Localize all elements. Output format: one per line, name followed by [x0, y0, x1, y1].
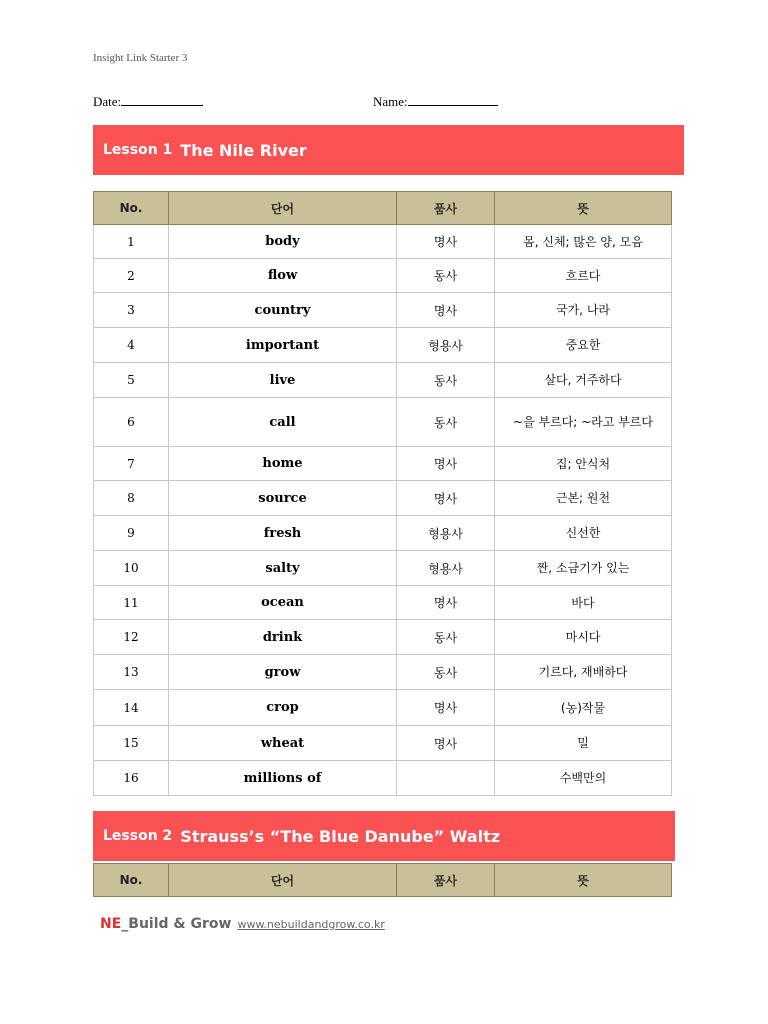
row-word: country	[169, 293, 397, 328]
row-pos: 동사	[397, 259, 495, 293]
row-number: 6	[94, 398, 169, 447]
table-row	[94, 447, 672, 481]
ne-build-grow-logo: NE_Build & Grow	[100, 916, 232, 932]
row-word: fresh	[169, 516, 397, 551]
row-number: 8	[94, 481, 169, 516]
row-meaning: 마시다	[495, 620, 672, 655]
row-meaning: (농)작물	[495, 690, 672, 726]
name-label: Name:	[373, 94, 408, 109]
row-word: grow	[169, 655, 397, 690]
row-word: millions of	[169, 761, 397, 796]
date-label: Date:	[93, 94, 122, 109]
table-row	[94, 293, 672, 328]
row-word: live	[169, 363, 397, 398]
row-pos: 동사	[397, 363, 495, 398]
name-field	[373, 93, 498, 110]
lesson2-banner	[93, 811, 675, 861]
table-row	[94, 259, 672, 293]
table-header-row	[94, 864, 672, 897]
row-pos: 동사	[397, 398, 495, 447]
header-no: No.	[94, 864, 169, 897]
table-row	[94, 398, 672, 447]
header-word: 단어	[169, 192, 397, 225]
row-pos: 명사	[397, 726, 495, 761]
row-meaning: ~을 부르다; ~라고 부르다	[495, 398, 672, 447]
lesson1-title: The Nile River	[180, 140, 307, 160]
row-word: body	[169, 225, 397, 259]
table-row	[94, 481, 672, 516]
row-number: 16	[94, 761, 169, 796]
row-pos: 명사	[397, 447, 495, 481]
row-word: drink	[169, 620, 397, 655]
row-number: 13	[94, 655, 169, 690]
table-row	[94, 726, 672, 761]
row-number: 4	[94, 328, 169, 363]
row-word: home	[169, 447, 397, 481]
name-blank-line	[408, 93, 498, 106]
table-row	[94, 586, 672, 620]
row-number: 5	[94, 363, 169, 398]
row-number: 11	[94, 586, 169, 620]
header-pos: 품사	[397, 864, 495, 897]
row-meaning: 집; 안식처	[495, 447, 672, 481]
table-header-row	[94, 192, 672, 225]
vocab-table-lesson1	[93, 191, 672, 796]
table-row	[94, 328, 672, 363]
row-pos: 명사	[397, 481, 495, 516]
row-meaning: 짠, 소금기가 있는	[495, 551, 672, 586]
row-word: ocean	[169, 586, 397, 620]
row-word: crop	[169, 690, 397, 726]
table-row	[94, 551, 672, 586]
header-pos: 품사	[397, 192, 495, 225]
date-blank-line	[121, 93, 203, 106]
row-meaning: 근본; 원천	[495, 481, 672, 516]
row-meaning: 기르다, 재배하다	[495, 655, 672, 690]
table-row	[94, 620, 672, 655]
row-meaning: 수백만의	[495, 761, 672, 796]
row-number: 14	[94, 690, 169, 726]
header-meaning: 뜻	[495, 864, 672, 897]
row-word: wheat	[169, 726, 397, 761]
row-pos: 동사	[397, 620, 495, 655]
row-number: 15	[94, 726, 169, 761]
row-pos: 명사	[397, 586, 495, 620]
table-row	[94, 363, 672, 398]
row-pos: 동사	[397, 655, 495, 690]
row-meaning: 국가, 나라	[495, 293, 672, 328]
row-number: 12	[94, 620, 169, 655]
row-pos: 형용사	[397, 516, 495, 551]
row-pos: 형용사	[397, 328, 495, 363]
row-pos: 명사	[397, 293, 495, 328]
vocab-table-lesson2	[93, 863, 672, 897]
lesson2-title: Strauss’s “The Blue Danube” Waltz	[180, 826, 501, 846]
table-row	[94, 761, 672, 796]
row-number: 3	[94, 293, 169, 328]
row-word: salty	[169, 551, 397, 586]
header-meaning: 뜻	[495, 192, 672, 225]
row-number: 2	[94, 259, 169, 293]
header-word: 단어	[169, 864, 397, 897]
row-word: source	[169, 481, 397, 516]
row-meaning: 밀	[495, 726, 672, 761]
row-pos	[397, 761, 495, 796]
row-word: call	[169, 398, 397, 447]
row-meaning: 흐르다	[495, 259, 672, 293]
row-word: flow	[169, 259, 397, 293]
row-meaning: 신선한	[495, 516, 672, 551]
row-pos: 명사	[397, 225, 495, 259]
date-field	[93, 93, 203, 110]
row-number: 7	[94, 447, 169, 481]
row-pos: 형용사	[397, 551, 495, 586]
lesson1-banner	[93, 125, 684, 175]
row-pos: 명사	[397, 690, 495, 726]
table-row	[94, 516, 672, 551]
lesson2-label: Lesson 2	[103, 828, 173, 844]
row-number: 10	[94, 551, 169, 586]
table-row	[94, 655, 672, 690]
row-number: 1	[94, 225, 169, 259]
table-row	[94, 225, 672, 259]
document-header: Insight Link Starter 3	[93, 52, 188, 64]
table-row	[94, 690, 672, 726]
row-meaning: 바다	[495, 586, 672, 620]
lesson1-label: Lesson 1	[103, 142, 173, 158]
website-link[interactable]: www.nebuildandgrow.co.kr	[237, 918, 385, 931]
row-meaning: 살다, 거주하다	[495, 363, 672, 398]
row-number: 9	[94, 516, 169, 551]
header-no: No.	[94, 192, 169, 225]
row-meaning: 몸, 신체; 많은 양, 모음	[495, 225, 672, 259]
row-word: important	[169, 328, 397, 363]
row-meaning: 중요한	[495, 328, 672, 363]
footer	[100, 916, 385, 932]
